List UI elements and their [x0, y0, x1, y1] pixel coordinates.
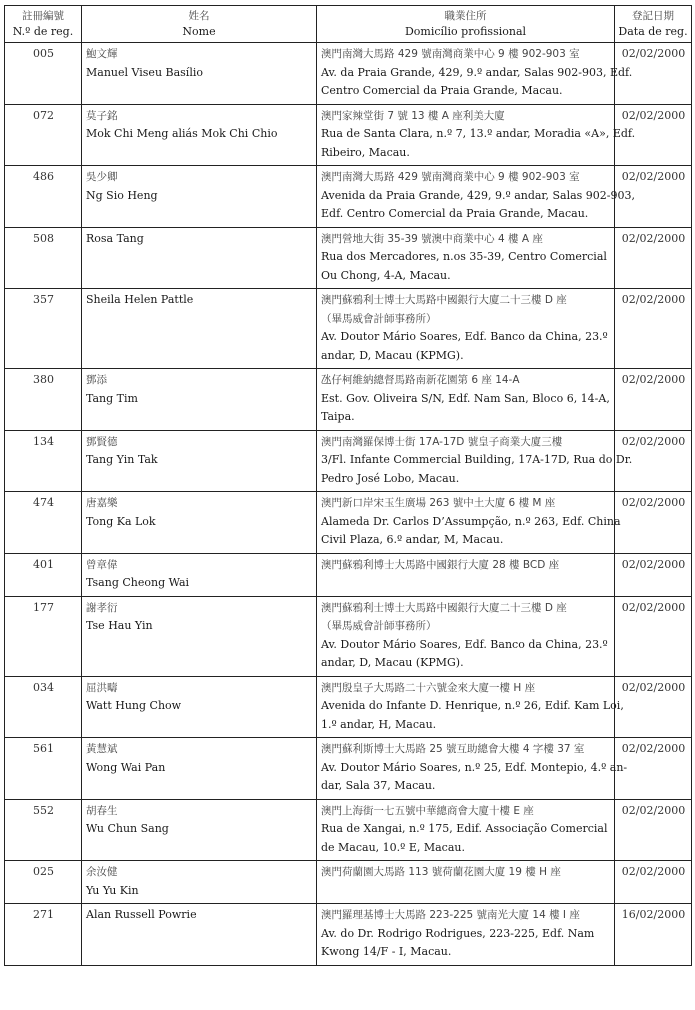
header-address-pt: Domicílio profissional: [404, 25, 527, 38]
name-cell: [82, 166, 317, 228]
reg-number-cell: 357: [5, 289, 82, 369]
name-zh: 鮑文輝: [86, 48, 118, 60]
registration-date-cell: 02/02/2000: [615, 369, 692, 431]
registration-date-cell: 16/02/2000: [615, 904, 692, 966]
reg-number-cell: 072: [5, 104, 82, 166]
address-pt-line: Pedro José Lobo, Macau.: [321, 471, 460, 485]
reg-number-cell: 561: [5, 738, 82, 800]
address-cell: [317, 104, 636, 166]
address-cell: [317, 738, 628, 800]
name-cell: [82, 43, 317, 105]
table-row: [5, 553, 692, 596]
header-address-zh: 職業住所: [444, 10, 487, 22]
address-pt-line: andar, D, Macau (KPMG).: [321, 348, 464, 362]
table-header: [5, 6, 692, 43]
header-address: [317, 6, 615, 43]
address-cell: [317, 904, 615, 966]
address-cell: [317, 553, 615, 596]
address-pt-line: Av. do Dr. Rodrigo Rodrigues, 223-225, Edf. Nam: [321, 926, 595, 940]
name-cell: [82, 553, 317, 596]
name-zh: 莫子銘: [86, 109, 118, 122]
name-cell: [82, 799, 317, 861]
table-row: [5, 904, 692, 966]
name-zh: 黃慧斌: [86, 743, 118, 755]
address-zh: 澳門家辣堂街 7 號 13 樓 A 座利美大廈: [321, 109, 505, 122]
name-pt: Watt Hung Chow: [86, 699, 182, 712]
reg-number-cell: 380: [5, 369, 82, 431]
address-cell: [317, 369, 615, 431]
address-pt-line: Edf. Centro Comercial da Praia Grande, Macau.: [321, 207, 589, 220]
name-zh: 鄧添: [86, 374, 107, 386]
registration-date-cell: 02/02/2000: [615, 738, 692, 800]
registration-date-cell: 02/02/2000: [615, 43, 692, 105]
reg-number-cell: 271: [5, 904, 82, 966]
address-pt-line: Ribeiro, Macau.: [321, 145, 410, 159]
reg-number-cell: 034: [5, 676, 82, 738]
header-reg-number: [5, 6, 82, 43]
address-zh-note: （畢馬威會計師事務所）: [321, 312, 437, 325]
header-reg-number-pt: N.º de reg.: [12, 25, 74, 38]
registration-date-cell: 02/02/2000: [615, 799, 692, 861]
registration-date-cell: 02/02/2000: [615, 553, 692, 596]
name-cell: [82, 676, 317, 738]
address-cell: [317, 289, 615, 369]
name-cell: [82, 904, 317, 966]
header-row: [5, 6, 692, 43]
address-pt-line: dar, Sala 37, Macau.: [321, 779, 436, 792]
table-body: [5, 43, 692, 966]
address-pt-line: Taipa.: [321, 410, 355, 423]
reg-number-cell: 025: [5, 861, 82, 904]
table-row: [5, 43, 692, 105]
address-zh: 澳門殷皇子大馬路二十六號金來大廈一樓 H 座: [321, 681, 536, 694]
registration-date-cell: 02/02/2000: [615, 227, 692, 289]
address-pt-line: Kwong 14/F - I, Macau.: [321, 945, 452, 958]
name-zh: 吳少卿: [86, 171, 118, 183]
name-pt: Manuel Viseu Basílio: [86, 65, 203, 79]
name-cell: [82, 227, 317, 289]
name-pt: Alan Russell Powrie: [86, 908, 197, 921]
address-zh: 澳門新口岸宋玉生廣場 263 號中土大廈 6 樓 M 座: [321, 497, 556, 509]
address-cell: [317, 596, 615, 676]
address-cell: [317, 799, 615, 861]
address-cell: [317, 861, 615, 904]
name-zh: 鄧賢德: [86, 435, 118, 448]
table-row: [5, 369, 692, 431]
name-pt: Tang Yin Tak: [86, 453, 158, 466]
address-zh: 氹仔柯維納總督馬路南新花園第 6 座 14-A: [321, 374, 520, 386]
table-row: [5, 799, 692, 861]
name-pt: Mok Chi Meng aliás Mok Chi Chio: [86, 127, 278, 140]
address-cell: [317, 492, 621, 554]
name-pt: Tsang Cheong Wai: [86, 576, 190, 589]
reg-number-cell: 177: [5, 596, 82, 676]
name-cell: [82, 369, 317, 431]
address-pt-line: Alameda Dr. Carlos D’Assumpção, n.º 263, Edf. China: [321, 514, 621, 528]
name-pt: Tong Ka Lok: [86, 514, 156, 528]
address-zh: 澳門南灣羅保博士街 17A-17D 號皇子商業大廈三樓: [321, 435, 563, 448]
registration-date-cell: 02/02/2000: [615, 492, 692, 554]
address-pt-line: 1.º andar, H, Macau.: [321, 717, 437, 731]
header-name-zh: 姓名: [188, 10, 210, 22]
registry-table: [4, 5, 692, 966]
address-cell: [317, 166, 635, 228]
name-zh: 唐嘉樂: [86, 497, 118, 509]
name-zh: 曾章偉: [86, 558, 118, 571]
address-cell: [317, 43, 633, 105]
table-row: [5, 861, 692, 904]
name-pt: Ng Sio Heng: [86, 188, 158, 202]
name-cell: [82, 738, 317, 800]
reg-number-cell: 508: [5, 227, 82, 289]
address-cell: [317, 676, 624, 738]
address-pt-line: Av. Doutor Mário Soares, n.º 25, Edf. Montepio, 4.º an-: [321, 760, 628, 774]
table-row: [5, 289, 692, 369]
address-pt-line: Rua de Santa Clara, n.º 7, 13.º andar, Moradia «A», Edf.: [321, 127, 636, 140]
address-cell: [317, 227, 615, 289]
name-cell: [82, 430, 317, 492]
reg-number-cell: 401: [5, 553, 82, 596]
address-zh: 澳門南灣大馬路 429 號南灣商業中心 9 樓 902-903 室: [321, 48, 580, 60]
header-date: [615, 6, 692, 43]
reg-number-cell: 486: [5, 166, 82, 228]
address-pt-line: Centro Comercial da Praia Grande, Macau.: [321, 84, 563, 97]
name-cell: [82, 289, 317, 369]
header-name: [82, 6, 317, 43]
name-pt: Wu Chun Sang: [86, 822, 169, 835]
name-pt: Rosa Tang: [86, 231, 144, 245]
address-pt-line: Av. Doutor Mário Soares, Edf. Banco da China, 23.º: [321, 330, 608, 343]
registration-date-cell: 02/02/2000: [615, 166, 692, 228]
registration-date-cell: 02/02/2000: [615, 289, 692, 369]
reg-number-cell: 552: [5, 799, 82, 861]
address-zh: 澳門上海街一七五號中華總商會大廈十樓 E 座: [321, 804, 534, 817]
table-row: [5, 430, 692, 492]
name-cell: [82, 596, 317, 676]
address-zh: 澳門南灣大馬路 429 號南灣商業中心 9 樓 902-903 室: [321, 171, 580, 183]
name-zh: 余汝健: [86, 866, 118, 878]
registration-date-cell: 02/02/2000: [615, 430, 692, 492]
address-pt-line: Av. da Praia Grande, 429, 9.º andar, Salas 902-903, Edf.: [321, 65, 633, 79]
reg-number-cell: 474: [5, 492, 82, 554]
table-row: [5, 227, 692, 289]
table-row: [5, 104, 692, 166]
address-pt-line: Civil Plaza, 6.º andar, M, Macau.: [321, 533, 504, 546]
address-zh: 澳門蘇鴉利士博士大馬路中國銀行大廈二十三樓 D 座: [321, 601, 567, 614]
name-pt: Sheila Helen Pattle: [86, 293, 194, 306]
address-zh-note: （畢馬威會計師事務所）: [321, 620, 437, 632]
name-pt: Tse Hau Yin: [86, 619, 153, 632]
header-reg-number-zh: 註冊編號: [22, 10, 64, 22]
registration-date-cell: 02/02/2000: [615, 676, 692, 738]
name-pt: Yu Yu Kin: [86, 883, 139, 897]
address-pt-line: Rua dos Mercadores, n.os 35-39, Centro Comercial: [321, 250, 607, 263]
address-zh: 澳門荷蘭園大馬路 113 號荷蘭花園大廈 19 樓 H 座: [321, 866, 561, 878]
registry-page: [4, 5, 691, 966]
address-zh: 澳門蘇利斯博士大馬路 25 號互助總會大樓 4 字樓 37 室: [321, 743, 585, 755]
reg-number-cell: 134: [5, 430, 82, 492]
address-zh: 澳門營地大街 35-39 號澳中商業中心 4 樓 A 座: [321, 232, 543, 245]
table-row: [5, 492, 692, 554]
name-pt: Wong Wai Pan: [86, 760, 166, 774]
table-row: [5, 676, 692, 738]
name-cell: [82, 861, 317, 904]
address-pt-line: Avenida do Infante D. Henrique, n.º 26, Edif. Kam Loi,: [321, 699, 624, 712]
table-row: [5, 166, 692, 228]
table-row: [5, 596, 692, 676]
address-pt-line: Avenida da Praia Grande, 429, 9.º andar, Salas 902-903,: [321, 188, 635, 202]
address-zh: 澳門羅理基博士大馬路 223-225 號南光大廈 14 樓 I 座: [321, 909, 580, 921]
address-zh: 澳門蘇鴉利士博士大馬路中國銀行大廈二十三樓 D 座: [321, 294, 567, 306]
address-pt-line: andar, D, Macau (KPMG).: [321, 656, 464, 669]
reg-number-cell: 005: [5, 43, 82, 105]
address-pt-line: Est. Gov. Oliveira S/N, Edf. Nam San, Bloco 6, 14-A,: [321, 391, 610, 405]
header-date-pt: Data de reg.: [618, 25, 688, 38]
name-zh: 屈洪疇: [86, 681, 118, 694]
address-pt-line: Rua de Xangai, n.º 175, Edif. Associação Comercial: [321, 822, 608, 835]
address-cell: [317, 430, 633, 492]
registration-date-cell: 02/02/2000: [615, 104, 692, 166]
name-cell: [82, 492, 317, 554]
table-row: [5, 738, 692, 800]
address-pt-line: de Macau, 10.º E, Macau.: [321, 840, 465, 854]
name-pt: Tang Tim: [86, 391, 138, 405]
registration-date-cell: 02/02/2000: [615, 861, 692, 904]
name-zh: 胡春生: [86, 804, 118, 817]
address-pt-line: Ou Chong, 4-A, Macau.: [321, 268, 451, 282]
registration-date-cell: 02/02/2000: [615, 596, 692, 676]
name-cell: [82, 104, 317, 166]
name-zh: 謝孝衍: [86, 601, 118, 614]
header-date-zh: 登記日期: [632, 10, 674, 22]
address-pt-line: 3/Fl. Infante Commercial Building, 17A-17D, Rua do Dr.: [321, 453, 633, 466]
address-zh: 澳門蘇鴉利博士大馬路中國銀行大廈 28 樓 BCD 座: [321, 558, 560, 571]
header-name-pt: Nome: [182, 25, 216, 38]
address-pt-line: Av. Doutor Mário Soares, Edf. Banco da China, 23.º: [321, 637, 608, 651]
